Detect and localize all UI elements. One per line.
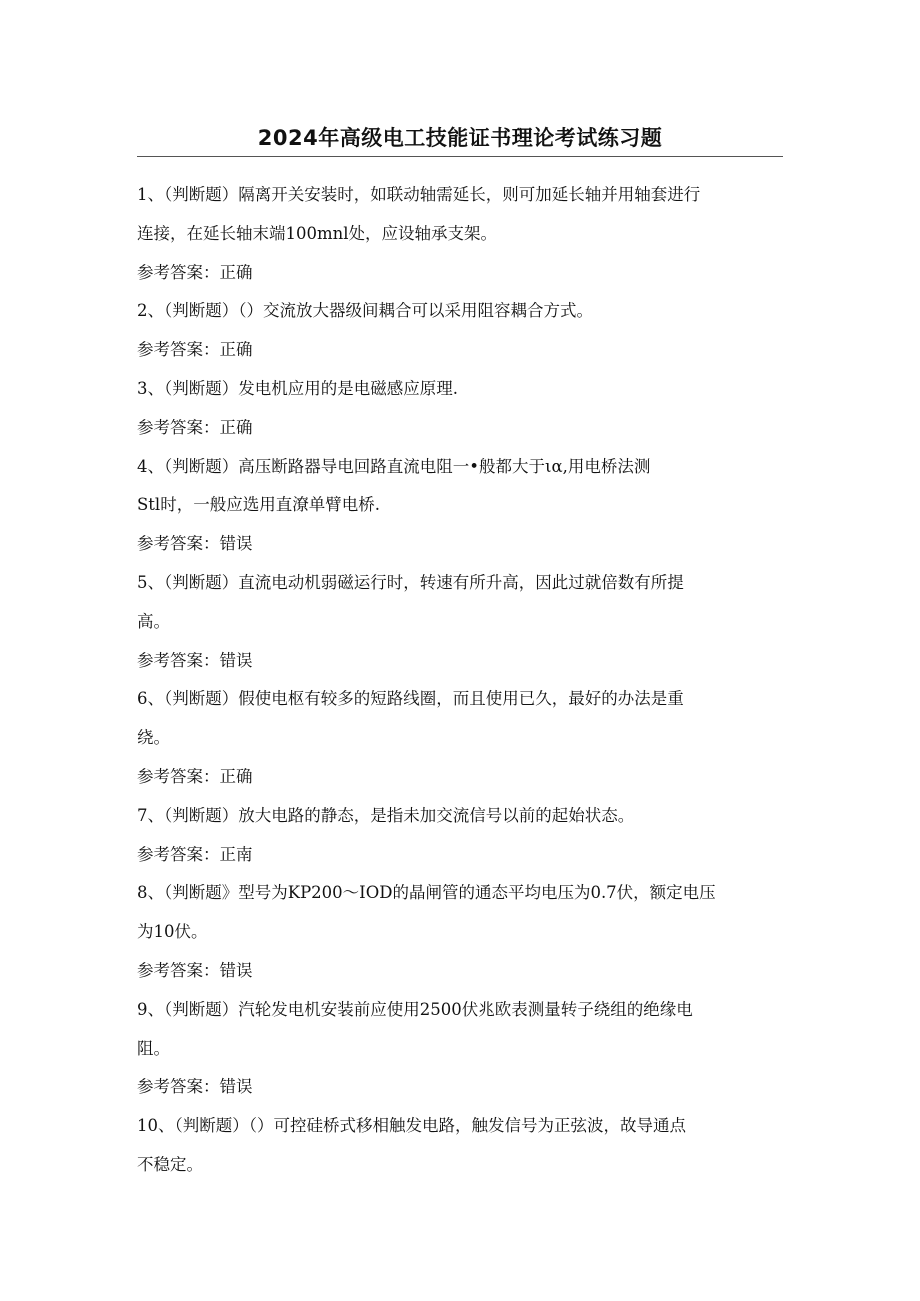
question-text: 3、（判断题）发电机应用的是电磁感应原理. <box>137 378 458 398</box>
question-text: 10、（判断题）（）可控硅桥式移相触发电路，触发信号为正弦波，故导通点 <box>137 1116 686 1136</box>
answer-text: 参考答案：正确 <box>137 417 253 437</box>
question-text: 1、（判断题）隔离开关安装时，如联动轴需延长，则可加延长轴并用轴套进行 <box>137 185 701 204</box>
question-item-4 <box>137 448 782 564</box>
question-text: 6、（判断题）假使电枢有较多的短路线圈，而且使用已久，最好的办法是重 <box>137 689 684 709</box>
answer-text: 参考答案：错误 <box>137 1077 253 1097</box>
answer-text: 参考答案：错误 <box>137 960 253 980</box>
question-list <box>137 176 782 1185</box>
answer-text: 参考答案：错误 <box>137 534 253 554</box>
question-item-9 <box>137 991 782 1107</box>
question-text: 7、（判断题）放大电路的静态，是指未加交流信号以前的起始状态。 <box>137 805 635 825</box>
question-text: 连接，在延长轴末端100mnl处，应设轴承支架。 <box>137 223 498 243</box>
answer-text: 参考答案：正确 <box>137 766 253 786</box>
title-divider <box>137 156 783 157</box>
question-item-7 <box>137 797 782 875</box>
question-text: 5、（判断题）直流电动机弱磁运行时，转速有所升高，因此过就倍数有所提 <box>137 572 684 592</box>
question-item-6 <box>137 680 782 796</box>
question-text: 为10伏。 <box>137 922 208 942</box>
page-title: 2024年高级电工技能证书理论考试练习题 <box>257 126 663 150</box>
question-item-10 <box>137 1107 782 1185</box>
question-text: 2、（判断题）（）交流放大器级间耦合可以采用阻容耦合方式。 <box>137 301 593 321</box>
question-text: 绕。 <box>137 728 170 748</box>
question-text: 不稳定。 <box>137 1154 203 1174</box>
question-item-3 <box>137 370 782 448</box>
question-text: Stl时，一般应选用直潦单臂电桥. <box>137 495 380 515</box>
answer-text: 参考答案：正确 <box>137 340 253 360</box>
question-text: 4、（判断题）高压断路器导电回路直流电阻一•般都大于ια,用电桥法测 <box>137 456 651 476</box>
question-text: 高。 <box>137 611 170 631</box>
question-item-1 <box>137 176 782 292</box>
question-item-2 <box>137 292 782 370</box>
question-text: 9、（判断题）汽轮发电机安装前应使用2500伏兆欧表测量转子绕组的绝缘电 <box>137 999 693 1019</box>
question-item-5 <box>137 564 782 680</box>
question-text: 8、（判断题》型号为KP200～IOD的晶闸管的通态平均电压为0.7伏，额定电压 <box>137 883 716 903</box>
answer-text: 参考答案：正确 <box>137 262 253 282</box>
question-item-8 <box>137 874 782 990</box>
question-text: 阻。 <box>137 1038 170 1058</box>
answer-text: 参考答案：错误 <box>137 650 253 670</box>
answer-text: 参考答案：正南 <box>137 844 253 864</box>
